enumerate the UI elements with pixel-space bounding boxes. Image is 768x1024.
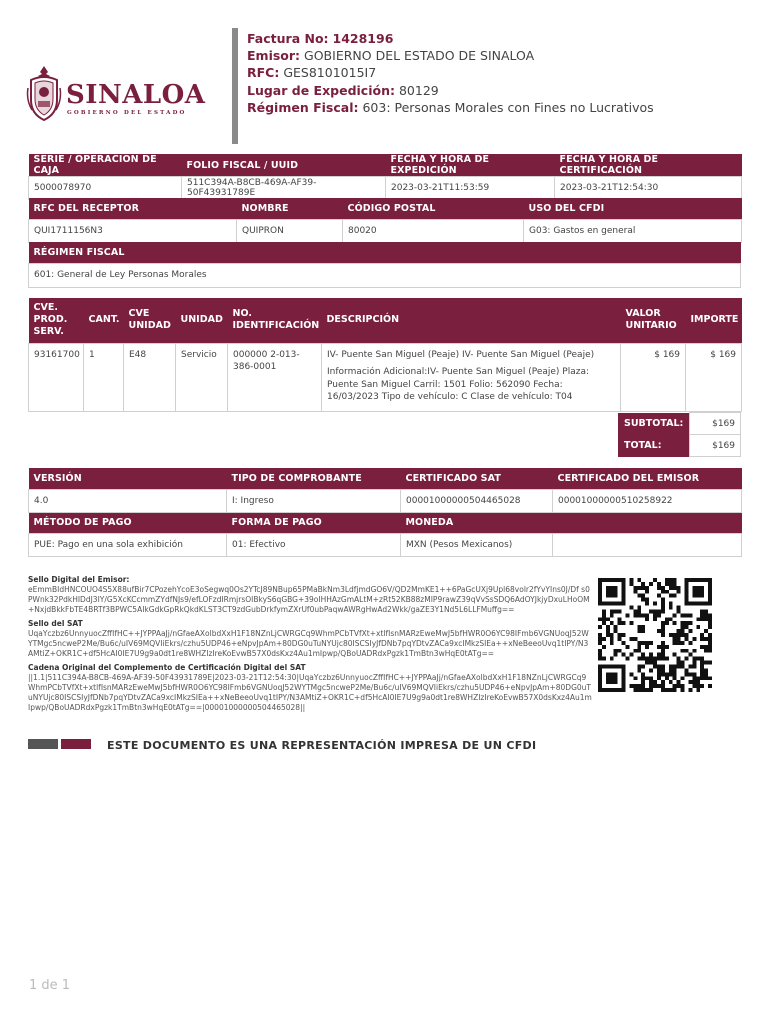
digital-seals <box>28 575 593 717</box>
col-header-fecha-exp: FECHA Y HORA DE EXPEDICIÓN <box>386 154 555 177</box>
fecha-exp-value: 2023-03-21T11:53:59 <box>386 177 555 200</box>
metodo-value: PUE: Pago en una sola exhibición <box>29 533 227 556</box>
descripcion-value: IV- Puente San Miguel (Peaje) IV- Puente San Miguel (Peaje) <box>327 349 595 360</box>
totals-table <box>618 412 741 457</box>
col-header-fecha-cert: FECHA Y HORA DE CERTIFICACIÓN <box>555 154 742 177</box>
regimen-receptor-value: 601: General de Ley Personas Morales <box>29 263 741 287</box>
cfdi-disclaimer: ESTE DOCUMENTO ES UNA REPRESENTACIÓN IMPRESA DE UN CFDI <box>107 739 537 752</box>
header-divider <box>232 28 238 144</box>
rfc-value: GES8101015I7 <box>283 65 377 81</box>
payment-value-row <box>29 533 742 556</box>
folio-header-row <box>29 154 742 177</box>
sello-sat-text: UqaYczbz6UnnyuocZffIfHC++JYPPAaJj/nGfaeAXolbdXxH1F18NZnLjCWRGCq9WhmPCbTVfXt+xtlfIsnMARzEweMwJ5bfHWR0O6YC98IFmb6VGNUoqJ52WYTMgc5ncweP2Me/Bu6c/uIV69MQVIiEkrs/czhu5UDP46+eNpvJpAm+80DG0uTuNYUjc80ISCSIyJfDNb7pqYDtvZACa9xcIMkzSIEa++xNeBeeoUvq1tIPY/N3AMtiZ+OKR1C+df5HcAI0IE7U9g9a0dt1re8WHZIzIreKoEvwB57X0dsKxz4Au1mIpwp/QBoUADRdxPgzk1TmBtn3wHqE0tATg== <box>28 629 589 658</box>
col-header-cve-prod: CVE. PROD. SERV. <box>29 298 84 343</box>
unidad-value: Servicio <box>176 343 228 411</box>
tipo-value: I: Ingreso <box>227 489 401 512</box>
sello-sat-title: Sello del SAT <box>28 619 83 628</box>
col-header-cant: CANT. <box>84 298 124 343</box>
total-row <box>618 435 741 457</box>
emisor-value: GOBIERNO DEL ESTADO DE SINALOA <box>304 48 535 64</box>
col-header-metodo: MÉTODO DE PAGO <box>29 512 227 533</box>
col-header-version: VERSIÓN <box>29 468 227 489</box>
cve-prod-value: 93161700 <box>29 343 84 411</box>
page-number: 1 de 1 <box>29 978 71 993</box>
info-adicional-value: Información Adicional:IV- Puente San Miguel (Peaje) Plaza: Puente San Miguel Carril: 1501 Folio: 562090 Fecha: 16/03/2023 Tipo de vehículo: C Clase de vehículo: T04 <box>327 367 589 402</box>
cadena-original-title: Cadena Original del Complemento de Certificación Digital del SAT <box>28 663 306 672</box>
subtotal-label: SUBTOTAL: <box>618 413 690 435</box>
rfc-label: RFC: <box>247 65 280 81</box>
cp-value: 80020 <box>343 219 524 242</box>
issuer-info <box>247 30 654 116</box>
col-header-uso-cfdi: USO DEL CFDI <box>524 198 742 219</box>
regimen-value: 603: Personas Morales con Fines no Lucrativos <box>362 99 654 115</box>
rfc-receptor-value: QUI1711156N3 <box>29 219 237 242</box>
serie-value: 5000078970 <box>29 177 182 200</box>
no-id-value: 000000 2-013-386-0001 <box>228 343 322 411</box>
col-header-cert-emisor: CERTIFICADO DEL EMISOR <box>553 468 742 489</box>
importe-value: $ 169 <box>686 343 742 411</box>
col-header-empty <box>553 512 742 533</box>
certificates-table <box>28 468 742 557</box>
fecha-cert-value: 2023-03-21T12:54:30 <box>555 177 742 200</box>
footer-bar-maroon <box>61 739 91 749</box>
certificates-value-row <box>29 489 742 512</box>
moneda-value: MXN (Pesos Mexicanos) <box>401 533 553 556</box>
col-header-forma: FORMA DE PAGO <box>227 512 401 533</box>
regimen-header-row <box>29 242 741 263</box>
factura-line <box>247 30 654 47</box>
emisor-label: Emisor: <box>247 48 301 64</box>
nombre-value: QUIPRON <box>237 219 343 242</box>
payment-header-row <box>29 512 742 533</box>
sello-emisor-title: Sello Digital del Emisor: <box>28 575 130 584</box>
cert-sat-value: 00001000000504465028 <box>401 489 553 512</box>
col-header-cve-unidad: CVE UNIDAD <box>124 298 176 343</box>
col-header-nombre: NOMBRE <box>237 198 343 219</box>
receptor-header-row <box>29 198 742 219</box>
subtotal-row <box>618 413 741 435</box>
rfc-line <box>247 64 654 81</box>
sinaloa-logo <box>26 64 206 124</box>
cadena-original-text: ||1.1|511C394A-B8CB-469A-AF39-50F43931789E|2023-03-21T12:54:30|UqaYczbz6UnnyuocZffIfHC++JYPPAaJj/nGfaeAXolbdXxH1F18NZnLjCWRGCq9WhmPCbTVfXt+xtlfIsnMARzEweMwJ5bfHWR0O6YC98IFmb6VGNUoqJ52WYTMgc5ncweP2Me/Bu6c/uIV69MQVIiEkrs/czhu5UDP46+eNpvJpAm+80DG0uTuNYUjc80ISCSIyJfDNb7pqYDtvZACa9xcIMkzSIEa++xNeBeeoUvq1tIPY/N3AMtiZ+OKR1C+df5HcAI0IE7U9g9a0dt1re8WHZIzIreKoEvwB57X0dsKxz4Au1mIpwp/QBoUADRdxPgzk1TmBtn3wHqE0tATg==|00001000000504465028|| <box>28 673 592 712</box>
lugar-value: 80129 <box>398 82 439 98</box>
col-header-importe: IMPORTE <box>686 298 742 343</box>
emisor-line <box>247 47 654 64</box>
sello-emisor-text: eEmmBIdHNCOUO4S5X88ufBir7CPozehYcoE3oSegwq0Os2YTcJ89NBup65PMaBkNm3LdfjmdGO6V/QD2MmKE1++6PaGcUXj9Upl68volr2fYvYIns0J/Df s0PWnk32PdkHIDdJ3IY/G5XcKCcmmZYdfNJs9/efLOFzdIRmjrsOIBkyS6qGBG+39oIHHAzGmALtM+zRt52KB88zMIP9rawZ39qVvSsSDQ6AdOYJkjyDxuLHoOM+NxjdBkkFbTE4BRTf3BPWC5AIkGdkGpRkQkdKLST3CT9zdGubDrkfymZXrUf0ubPaqwAWRgHwAd2Wkk/gaZE3Y1Nd5L6LLFMuffg== <box>28 585 590 614</box>
table-row <box>29 343 742 411</box>
qr-code-icon <box>598 578 712 692</box>
regimen-label: Régimen Fiscal: <box>247 99 359 115</box>
lugar-line <box>247 82 654 99</box>
col-header-no-id: NO. IDENTIFICACIÓN <box>228 298 322 343</box>
valor-value: $ 169 <box>621 343 686 411</box>
col-header-cert-sat: CERTIFICADO SAT <box>401 468 553 489</box>
lugar-label: Lugar de Expedición: <box>247 82 395 98</box>
empty-cell <box>553 533 742 556</box>
regimen-value-row <box>29 263 741 287</box>
footer-bar-gray <box>28 739 58 749</box>
col-header-valor: VALOR UNITARIO <box>621 298 686 343</box>
col-header-tipo: TIPO DE COMPROBANTE <box>227 468 401 489</box>
subtotal-value: $169 <box>690 413 741 435</box>
forma-value: 01: Efectivo <box>227 533 401 556</box>
col-header-serie: SERIE / OPERACIÓN DE CAJA <box>29 154 182 177</box>
col-header-unidad: UNIDAD <box>176 298 228 343</box>
folio-value: 511C394A-B8CB-469A-AF39-50F43931789E <box>182 177 386 200</box>
col-header-rfc-receptor: RFC DEL RECEPTOR <box>29 198 237 219</box>
col-header-descripcion: DESCRIPCIÓN <box>322 298 621 343</box>
folio-table <box>28 154 742 200</box>
col-header-regimen: RÉGIMEN FISCAL <box>29 242 741 263</box>
factura-label: Factura No: <box>247 31 329 46</box>
logo-subtitle: GOBIERNO DEL ESTADO <box>67 110 187 116</box>
descripcion-cell <box>322 343 621 411</box>
logo-wordmark: SINALOA <box>66 80 206 110</box>
total-value: $169 <box>690 435 741 457</box>
regimen-table <box>28 242 741 288</box>
total-label: TOTAL: <box>618 435 690 457</box>
receptor-table <box>28 198 742 243</box>
cert-emisor-value: 00001000000510258922 <box>553 489 742 512</box>
col-header-folio: FOLIO FISCAL / UUID <box>182 154 386 177</box>
concepts-table <box>28 298 742 412</box>
cve-unidad-value: E48 <box>124 343 176 411</box>
regimen-line <box>247 99 654 116</box>
folio-value-row <box>29 177 742 200</box>
factura-value: 1428196 <box>332 31 394 46</box>
col-header-moneda: MONEDA <box>401 512 553 533</box>
cant-value: 1 <box>84 343 124 411</box>
certificates-header-row <box>29 468 742 489</box>
uso-cfdi-value: G03: Gastos en general <box>524 219 742 242</box>
concepts-header-row <box>29 298 742 343</box>
coat-of-arms-icon <box>26 64 62 124</box>
receptor-value-row <box>29 219 742 242</box>
col-header-cp: CÓDIGO POSTAL <box>343 198 524 219</box>
version-value: 4.0 <box>29 489 227 512</box>
